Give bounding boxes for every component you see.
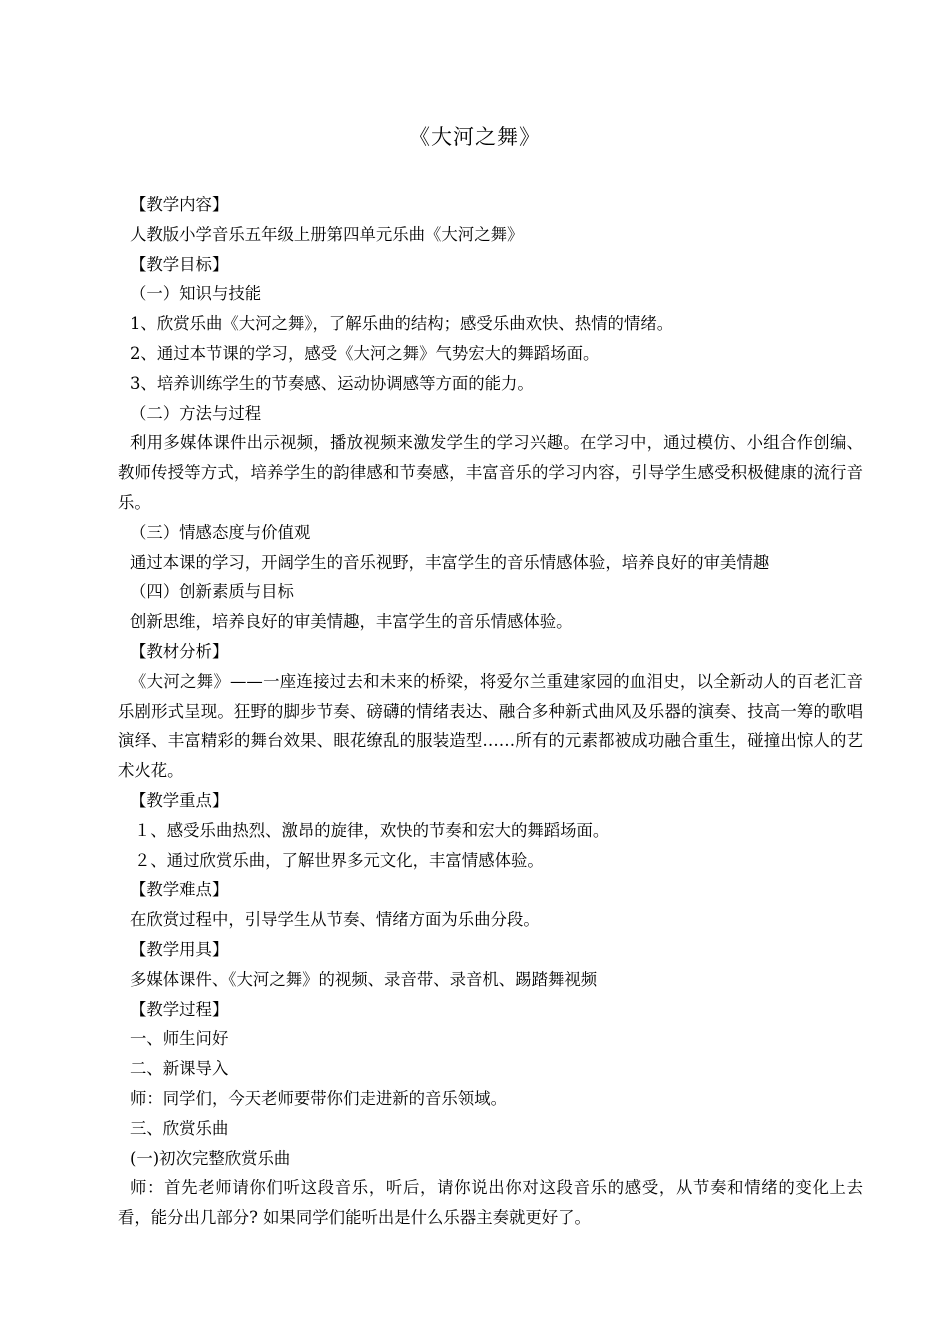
paragraph: 【教学用具】 bbox=[130, 939, 229, 959]
paragraph: 1、欣赏乐曲《大河之舞》，了解乐曲的结构；感受乐曲欢快、热情的情绪。 bbox=[130, 314, 674, 334]
paragraph: 【教学重点】 bbox=[130, 790, 229, 810]
paragraph: 3、培养训练学生的节奏感、运动协调感等方面的能力。 bbox=[130, 373, 534, 393]
paragraph: 师：首先老师请你们听这段音乐，听后，请你说出你对这段音乐的感受，从节奏和情绪的变化上去看，能分出几部分? 如果同学们能听出是什么乐器主奏就更好了。 bbox=[118, 1178, 863, 1228]
paragraph: 利用多媒体课件出示视频，播放视频来激发学生的学习兴趣。在学习中，通过模仿、小组合作创编、教师传授等方式，培养学生的韵律感和节奏感，丰富音乐的学习内容，引导学生感受积极健康的流行音乐。 bbox=[118, 433, 863, 512]
paragraph: 二、新课导入 bbox=[130, 1059, 229, 1079]
paragraph: (一)初次完整欣赏乐曲 bbox=[130, 1148, 291, 1168]
paragraph: 师：同学们，今天老师要带你们走进新的音乐领域。 bbox=[130, 1088, 507, 1108]
paragraph: 通过本课的学习，开阔学生的音乐视野，丰富学生的音乐情感体验，培养良好的审美情趣 bbox=[130, 552, 770, 572]
paragraph: 人教版小学音乐五年级上册第四单元乐曲《大河之舞》 bbox=[130, 224, 524, 244]
paragraph: 创新思维，培养良好的审美情趣，丰富学生的音乐情感体验。 bbox=[130, 612, 573, 632]
paragraph: 三、欣赏乐曲 bbox=[130, 1118, 229, 1138]
paragraph: 【教学过程】 bbox=[130, 999, 229, 1019]
document-body bbox=[118, 190, 863, 1233]
document-title: 《大河之舞》 bbox=[409, 125, 541, 149]
paragraph: （四）创新素质与目标 bbox=[130, 582, 294, 602]
paragraph: 【教材分析】 bbox=[130, 641, 229, 661]
paragraph: 在欣赏过程中，引导学生从节奏、情绪方面为乐曲分段。 bbox=[130, 910, 540, 930]
paragraph: 2、通过本节课的学习，感受《大河之舞》气势宏大的舞蹈场面。 bbox=[130, 343, 600, 363]
paragraph: （二）方法与过程 bbox=[130, 403, 262, 423]
paragraph: 多媒体课件、《大河之舞》的视频、录音带、录音机、踢踏舞视频 bbox=[130, 969, 598, 989]
paragraph: （三）情感态度与价值观 bbox=[130, 522, 311, 542]
paragraph: １、感受乐曲热烈、激昂的旋律，欢快的节奏和宏大的舞蹈场面。 bbox=[134, 820, 610, 840]
paragraph: 【教学内容】 bbox=[130, 195, 229, 214]
paragraph: （一）知识与技能 bbox=[130, 284, 262, 304]
paragraph: ２、通过欣赏乐曲，了解世界多元文化，丰富情感体验。 bbox=[134, 850, 544, 870]
paragraph: 一、师生问好 bbox=[130, 1029, 229, 1049]
paragraph: 【教学目标】 bbox=[130, 254, 229, 274]
paragraph: 《大河之舞》——一座连接过去和未来的桥梁，将爱尔兰重建家园的血泪史，以全新动人的百老汇音乐剧形式呈现。狂野的脚步节奏、磅礴的情绪表达、融合多种新式曲风及乐器的演奏、技高一筹的歌唱演绎、丰富精彩的舞台效果、眼花缭乱的服装造型……所有的元素都被成功融合重生，碰撞出惊人的艺术火花。 bbox=[118, 671, 863, 781]
paragraph: 【教学难点】 bbox=[130, 880, 229, 900]
